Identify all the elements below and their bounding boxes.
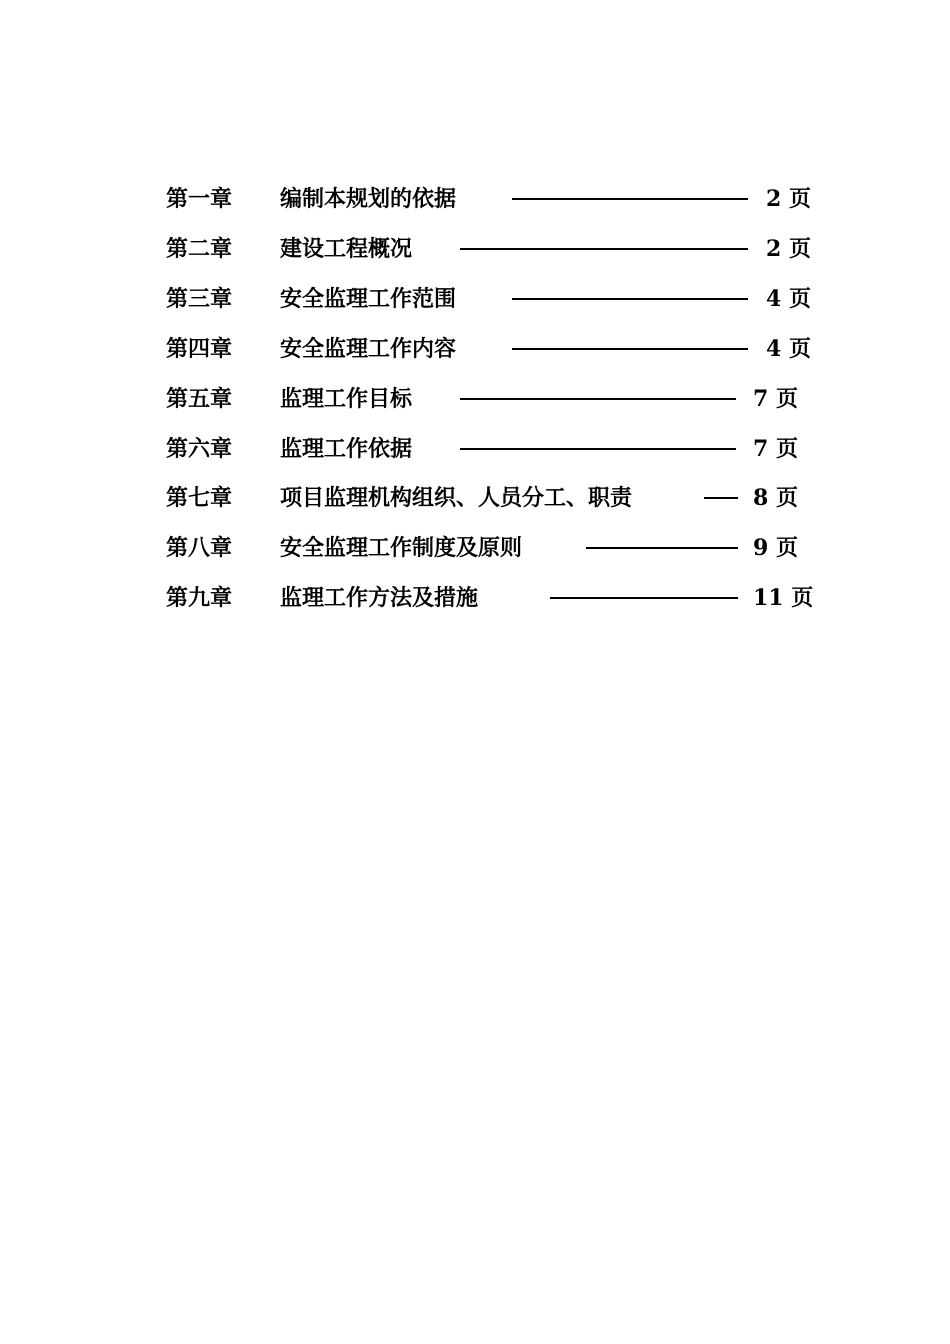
toc-entry [166, 233, 826, 265]
toc-entry [166, 433, 826, 465]
page-number: 4 页 [766, 336, 811, 362]
dot-leader [550, 597, 738, 599]
dot-leader [512, 298, 748, 300]
dot-leader [460, 248, 748, 250]
chapter-title: 监理工作依据 [280, 436, 413, 462]
chapter-title: 安全监理工作内容 [280, 336, 457, 362]
chapter-number: 第八章 [166, 535, 233, 561]
chapter-title: 安全监理工作制度及原则 [280, 535, 523, 561]
page-number: 7 页 [753, 436, 798, 462]
page-number: 2 页 [766, 186, 811, 212]
toc-entry [166, 482, 826, 514]
dot-leader [512, 198, 748, 200]
page-number: 11 页 [753, 585, 814, 611]
toc-entry [166, 283, 826, 315]
chapter-title: 编制本规划的依据 [280, 186, 457, 212]
dot-leader [512, 348, 748, 350]
toc-entry [166, 582, 826, 614]
chapter-title: 安全监理工作范围 [280, 286, 457, 312]
chapter-number: 第六章 [166, 436, 233, 462]
chapter-number: 第一章 [166, 186, 233, 212]
dot-leader [460, 448, 736, 450]
dot-leader [460, 398, 736, 400]
chapter-number: 第二章 [166, 236, 233, 262]
chapter-number: 第三章 [166, 286, 233, 312]
page-number: 8 页 [753, 485, 798, 511]
chapter-title: 监理工作目标 [280, 386, 413, 412]
toc-entry [166, 383, 826, 415]
chapter-title: 监理工作方法及措施 [280, 585, 479, 611]
chapter-title: 项目监理机构组织、人员分工、职责 [280, 485, 633, 511]
dot-leader [586, 547, 738, 549]
chapter-number: 第四章 [166, 336, 233, 362]
chapter-number: 第五章 [166, 386, 233, 412]
page-number: 2 页 [766, 236, 811, 262]
chapter-number: 第九章 [166, 585, 233, 611]
toc-entry [166, 532, 826, 564]
page-number: 7 页 [753, 386, 798, 412]
page-number: 4 页 [766, 286, 811, 312]
toc-entry [166, 183, 826, 215]
chapter-number: 第七章 [166, 485, 233, 511]
toc-entry [166, 333, 826, 365]
dot-leader [704, 497, 738, 499]
chapter-title: 建设工程概况 [280, 236, 413, 262]
page-number: 9 页 [753, 535, 798, 561]
